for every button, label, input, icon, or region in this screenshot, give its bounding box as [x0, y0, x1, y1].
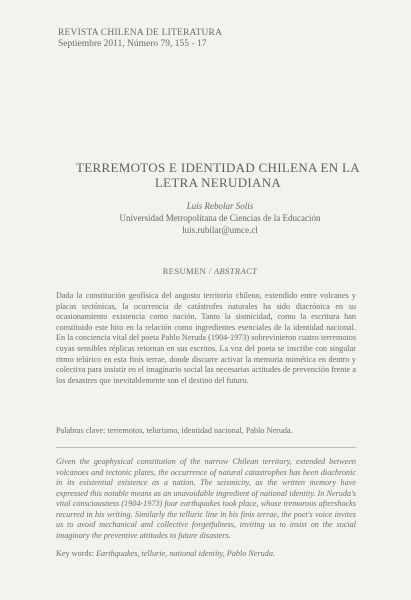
abstract-english: Given the geophysical constitution of the narrow Chilean territory, extended between volcanoes and tectonic plates, the occurrence of natural catastrophes has been diachronic in its existential existence as a nation. The seismicity, as the written memory have expressed this notable means as an unavoidable ingredient of national identity. In Neruda's vital consciousness (1904-1973) four earthquakes took place, whose tremorous aftershocks recurred in his writing. Similarly the telluric line in his finis terrae, the poet's voice invites us to avoid mechanical and collective forgetfulness, inviting us to insist on the social imaginary the preventive attitudes to future disasters. [56, 457, 356, 540]
journal-name: REVISTA CHILENA DE LITERATURA [58, 28, 223, 38]
abstract-heading [60, 266, 360, 276]
abstract-spanish: Dada la constitución geofísica del angosto territorio chileno, extendido entre volcanes y placas tectónicas, la ocurrencia de catástrofes naturales ha sido diacrónica en su ocasionamiento existencia como nación. Tanto la sismicidad, como la escritura han constituido este hito en la relación como ingredientes esenciales de la identidad nacional. En la conciencia vital del poeta Pablo Neruda (1904-1973) sobrevinieron cuatro terremotos cuyas sensibles réplicas retornan en sus escritos. La voz del poeta se inscribe con singular ritmo telúrico en esta finis terrae, donde discurre activar la memoria mimética en dentro y colectiva para insistir en el imaginario social las necesarias actitudes de prevención frente a los desastres que inevitablemente son el destino del futuro. [56, 291, 356, 385]
abstract-heading-main: RESUMEN / [162, 266, 214, 276]
keywords-spanish-value: terremotos, telurismo, identidad nacional, Pablo Neruda. [107, 426, 293, 435]
keywords-spanish [56, 426, 356, 437]
keywords-spanish-label: Palabras clave: [56, 426, 106, 435]
keywords-english-label: Key words: [56, 549, 94, 558]
author-affiliation: Universidad Metropolitana de Ciencias de la Educación [119, 213, 321, 223]
author-email: luis.rubilar@umce.cl [182, 225, 258, 235]
author-block [95, 200, 345, 236]
journal-header [58, 28, 222, 50]
keywords-english [56, 549, 356, 560]
article-title: TERREMOTOS E IDENTIDAD CHILENA EN LA LETRA NERUDIANA [76, 160, 360, 190]
abstract-heading-italic: ABSTRACT [213, 266, 258, 276]
section-divider [56, 447, 356, 448]
author-name: Luis Rebolar Solís [186, 201, 254, 211]
keywords-english-value: Earthquakes, tellurie, national identity, Pablo Neruda. [96, 549, 276, 558]
journal-issue: Septiembre 2011, Número 79, 155 - 17 [58, 39, 207, 49]
